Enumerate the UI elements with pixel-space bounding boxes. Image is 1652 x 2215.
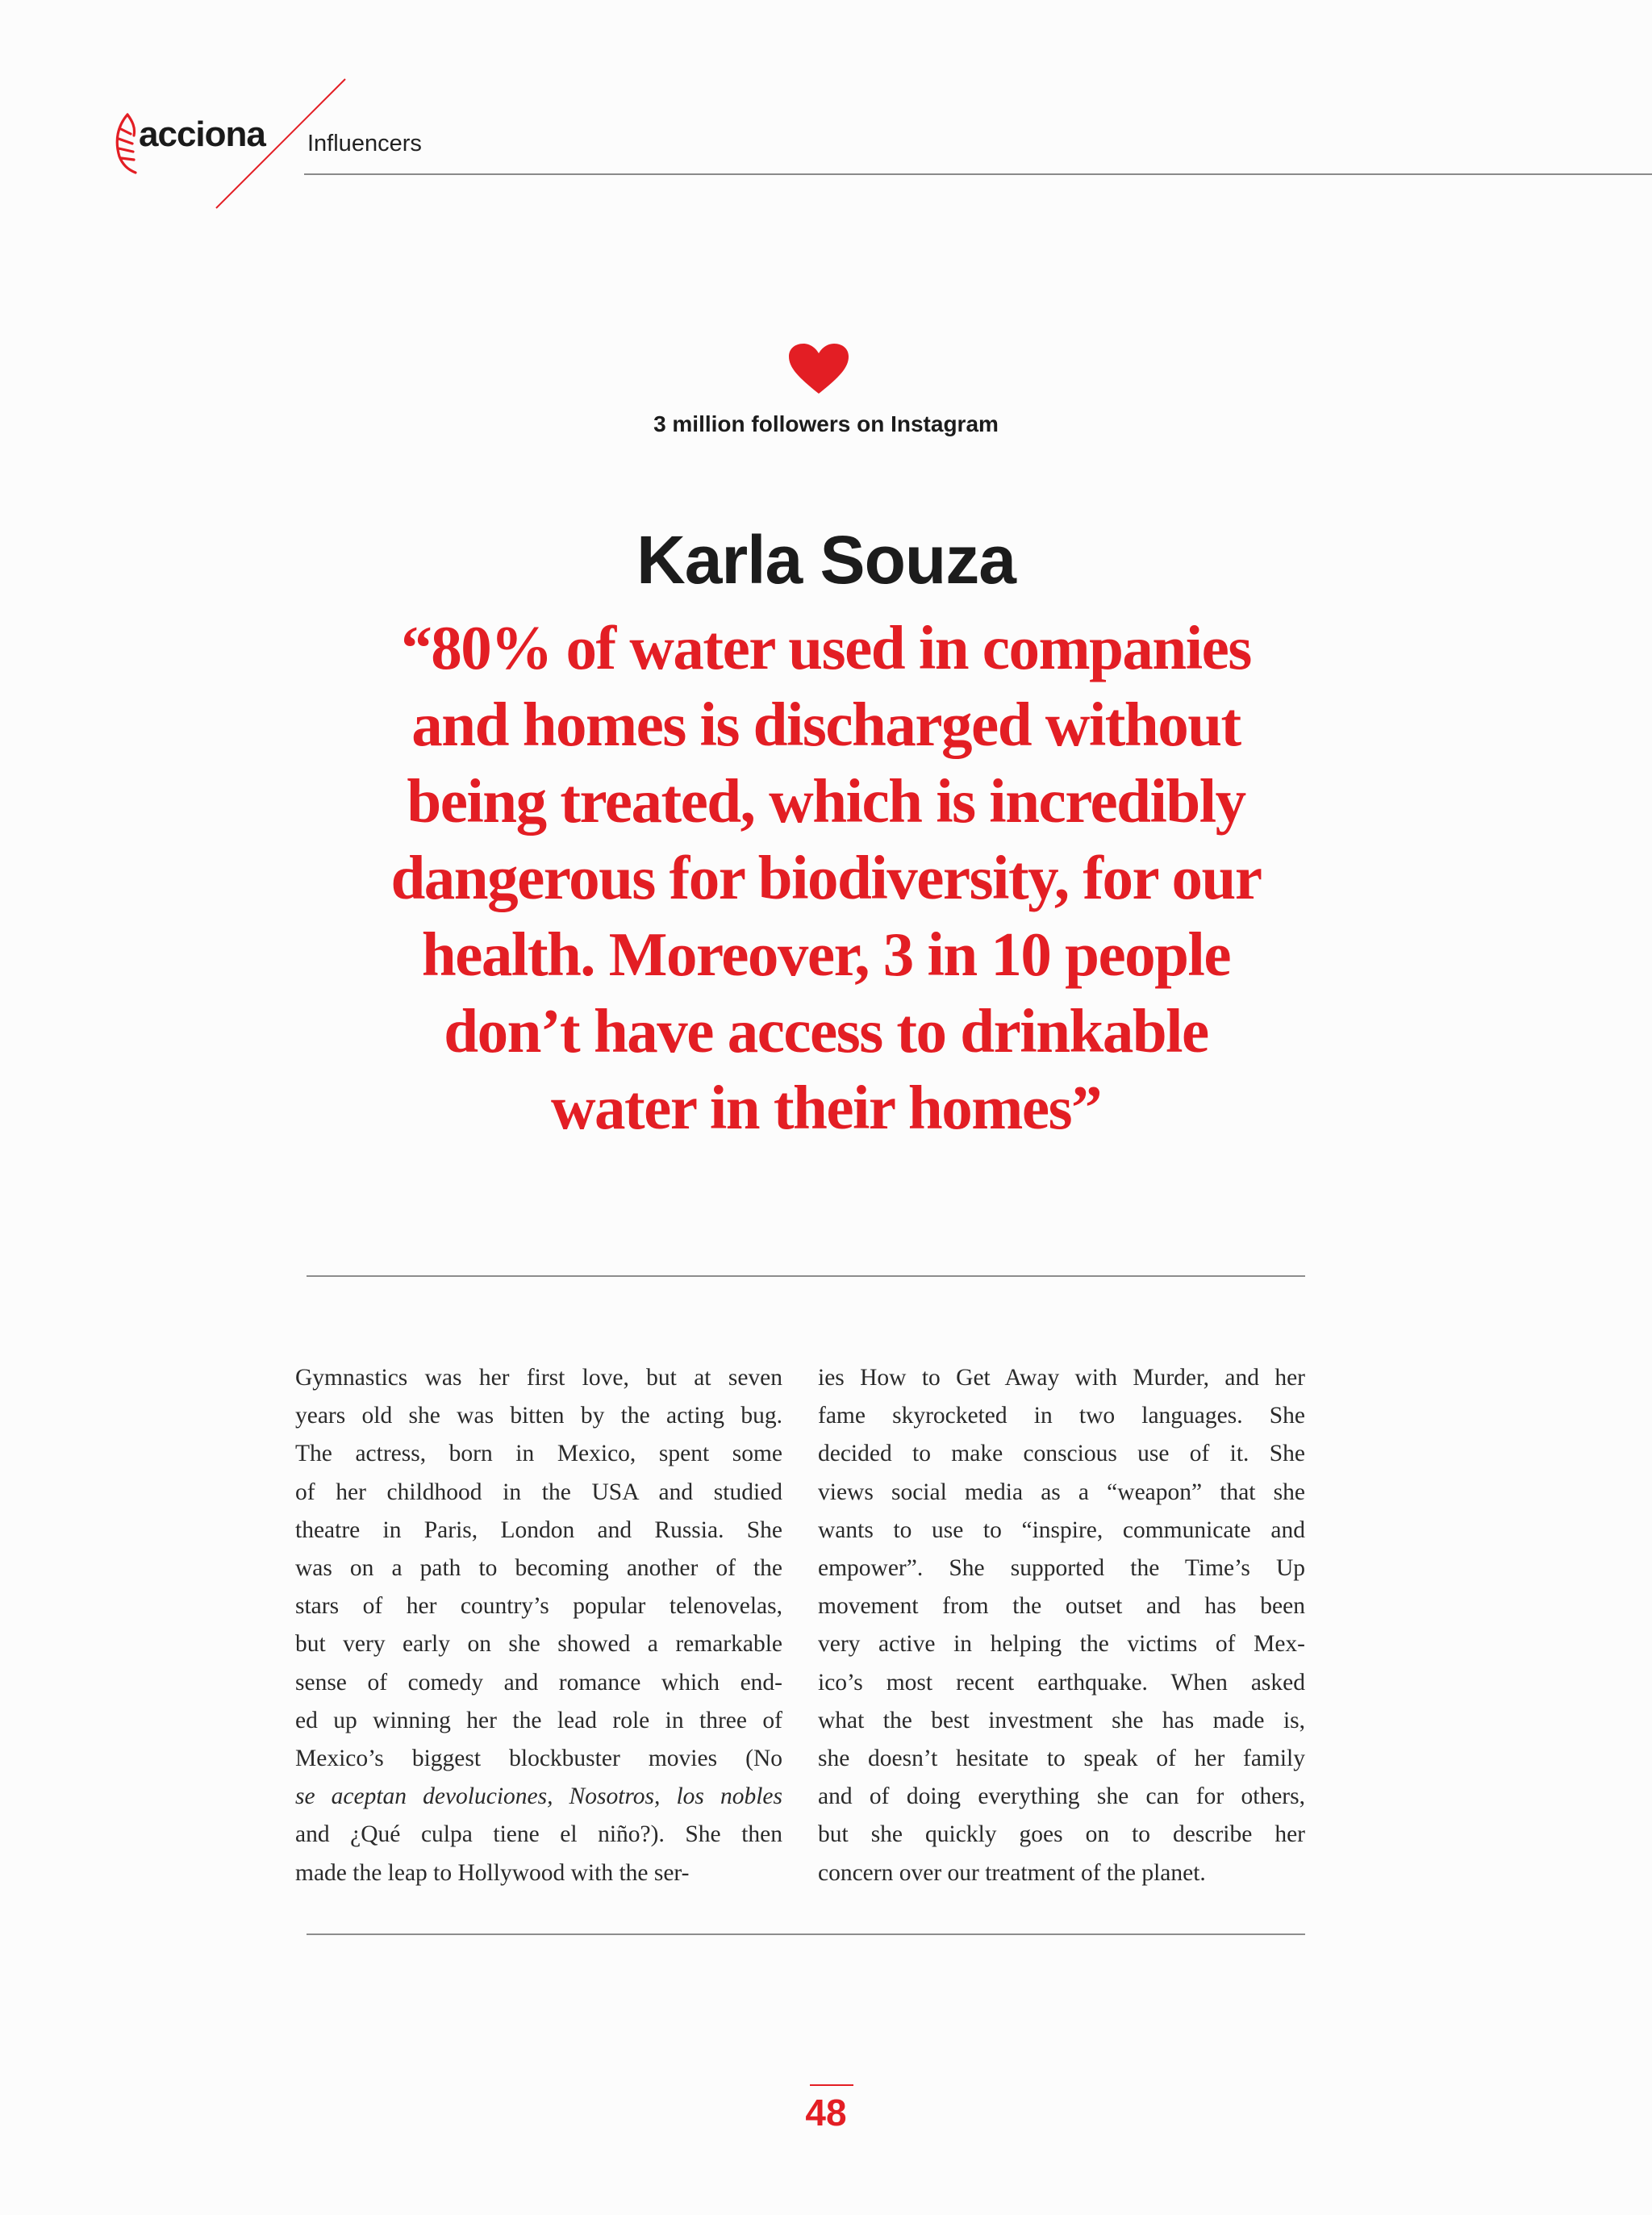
section-label: Influencers (307, 131, 422, 156)
body-line: movement from the outset and has been (818, 1593, 1305, 1620)
quote-line: water in their homes” (550, 1073, 1102, 1142)
body-line: very active in helping the victims of Mex- (818, 1631, 1305, 1658)
pull-quote (284, 610, 1368, 1146)
body-line: The actress, born in Mexico, spent some (295, 1441, 782, 1467)
body-column-right (818, 1359, 1305, 1892)
body-line: she doesn’t hesitate to speak of her family (818, 1746, 1305, 1772)
body-line: views social media as a “weapon” that she (818, 1479, 1305, 1505)
page-number-rule (810, 2084, 853, 2086)
quote-line: health. Moreover, 3 in 10 people (421, 920, 1231, 989)
heart-icon (787, 342, 850, 395)
divider-top (307, 1275, 1305, 1277)
body-line: and ¿Qué culpa tiene el niño?). She then (295, 1821, 782, 1848)
body-line: se aceptan devoluciones, Nosotros, los nobles (295, 1783, 782, 1810)
body-line: Gymnastics was her first love, but at seven (295, 1365, 782, 1391)
body-line: ies How to Get Away with Murder, and her (818, 1365, 1305, 1391)
person-name: Karla Souza (636, 522, 1016, 599)
body-line: Mexico’s biggest blockbuster movies (No (295, 1746, 782, 1772)
acciona-logo (111, 110, 265, 177)
body-line: ico’s most recent earthquake. When asked (818, 1669, 1305, 1696)
body-line: what the best investment she has made is, (818, 1707, 1305, 1733)
quote-line: being treated, which is incredibly (407, 766, 1245, 836)
logo-wordmark: acciona (139, 115, 265, 154)
body-line: and of doing everything she can for others, (818, 1783, 1305, 1810)
body-line: but she quickly goes on to describe her (818, 1821, 1305, 1848)
body-line: ed up winning her the lead role in three of (295, 1707, 782, 1733)
body-line: years old she was bitten by the acting bug. (295, 1403, 782, 1429)
quote-line: dangerous for biodiversity, for our (390, 843, 1262, 912)
body-column-left (295, 1359, 782, 1892)
body-line: of her childhood in the USA and studied (295, 1479, 782, 1505)
body-line: made the leap to Hollywood with the ser- (295, 1859, 690, 1886)
followers-count: 3 million followers on Instagram (653, 411, 999, 436)
page-header (0, 0, 1652, 226)
body-line: decided to make conscious use of it. She (818, 1441, 1305, 1467)
body-line: empower”. She supported the Time’s Up (818, 1555, 1305, 1582)
quote-line: don’t have access to drinkable (444, 996, 1208, 1066)
body-line: stars of her country’s popular telenovelas, (295, 1593, 782, 1620)
body-line: wants to use to “inspire, communicate and (818, 1516, 1305, 1543)
divider-bottom (307, 1933, 1305, 1935)
body-line: sense of comedy and romance which end- (295, 1669, 782, 1696)
quote-line: and homes is discharged without (411, 690, 1241, 759)
header-rule (304, 173, 1652, 175)
body-line: theatre in Paris, London and Russia. She (295, 1516, 782, 1543)
body-line: fame skyrocketed in two languages. She (818, 1403, 1305, 1429)
page-number: 48 (805, 2092, 847, 2134)
quote-line: “80% of water used in companies (401, 613, 1251, 682)
body-line: concern over our treatment of the planet. (818, 1859, 1206, 1886)
body-line: but very early on she showed a remarkable (295, 1631, 782, 1658)
body-line: was on a path to becoming another of the (295, 1555, 782, 1582)
